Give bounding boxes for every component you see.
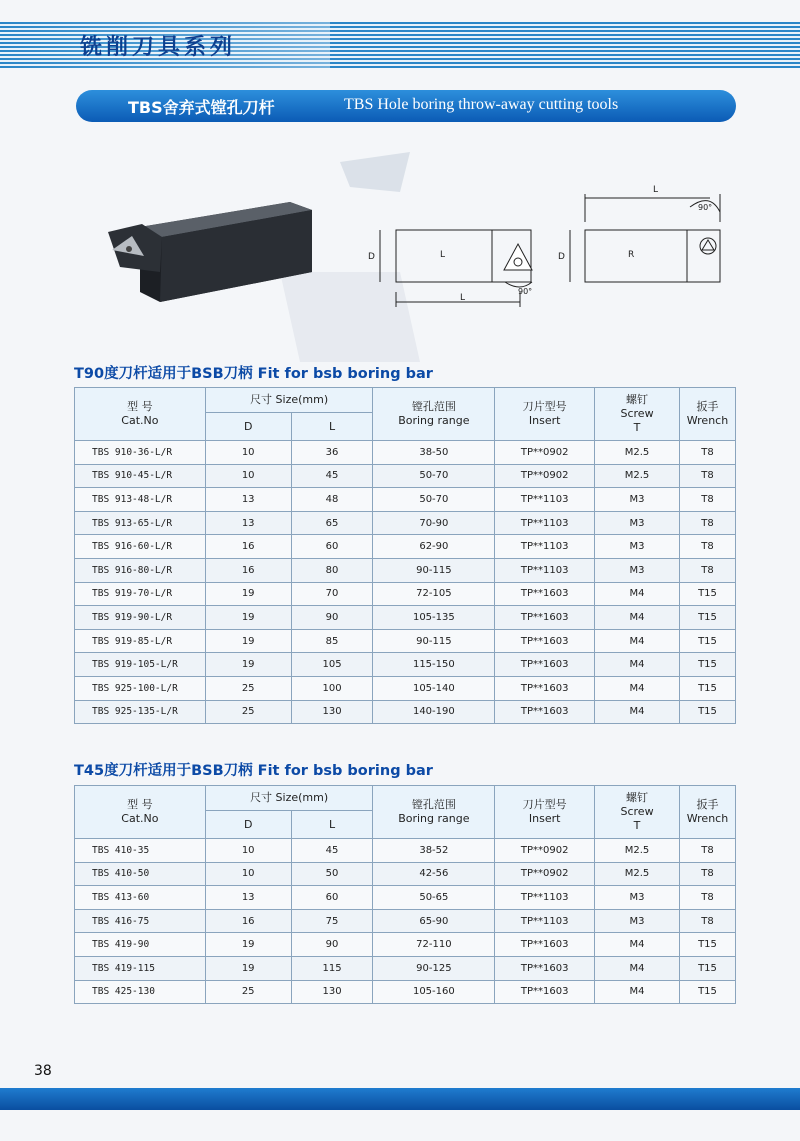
cell-screw: M4 bbox=[595, 980, 680, 1004]
cell-d: 19 bbox=[205, 653, 291, 677]
section-banner bbox=[76, 90, 736, 122]
cell-l: 48 bbox=[291, 488, 373, 512]
col-size: 尺寸 Size(mm) bbox=[205, 786, 373, 811]
cell-d: 19 bbox=[205, 606, 291, 630]
cell-d: 10 bbox=[205, 862, 291, 886]
t45-spec-table bbox=[74, 785, 736, 1004]
angle-right: 90° bbox=[698, 203, 713, 212]
table-row bbox=[75, 980, 736, 1004]
cell-wrench: T8 bbox=[679, 464, 735, 488]
cell-l: 50 bbox=[291, 862, 373, 886]
cell-l: 105 bbox=[291, 653, 373, 677]
dim-L-top: L bbox=[653, 185, 659, 195]
table-row bbox=[75, 839, 736, 863]
banner-cn-title: TBS舍弃式镗孔刀杆 bbox=[128, 98, 275, 117]
cell-boring-range: 62-90 bbox=[373, 535, 495, 559]
cell-l: 45 bbox=[291, 464, 373, 488]
col-wrench: 扳手 Wrench bbox=[679, 388, 735, 441]
table-row bbox=[75, 909, 736, 933]
cell-cat-no: TBS 410-35 bbox=[75, 839, 206, 863]
cell-boring-range: 105-135 bbox=[373, 606, 495, 630]
dim-R: R bbox=[628, 250, 635, 260]
cell-d: 13 bbox=[205, 511, 291, 535]
table-row bbox=[75, 933, 736, 957]
cell-wrench: T15 bbox=[679, 700, 735, 724]
cell-cat-no: TBS 413-60 bbox=[75, 886, 206, 910]
table-row bbox=[75, 511, 736, 535]
dim-L-bottom: L bbox=[460, 293, 466, 303]
cell-wrench: T8 bbox=[679, 488, 735, 512]
cell-insert: TP**1603 bbox=[495, 629, 595, 653]
cell-boring-range: 50-65 bbox=[373, 886, 495, 910]
cell-screw: M2.5 bbox=[595, 441, 680, 465]
cell-l: 90 bbox=[291, 933, 373, 957]
cell-d: 10 bbox=[205, 839, 291, 863]
table-row bbox=[75, 886, 736, 910]
cell-wrench: T8 bbox=[679, 558, 735, 582]
cell-insert: TP**1103 bbox=[495, 488, 595, 512]
cell-d: 16 bbox=[205, 535, 291, 559]
table-row bbox=[75, 582, 736, 606]
cell-l: 90 bbox=[291, 606, 373, 630]
cell-d: 25 bbox=[205, 980, 291, 1004]
table-row bbox=[75, 700, 736, 724]
cell-cat-no: TBS 910-45-L/R bbox=[75, 464, 206, 488]
cell-screw: M4 bbox=[595, 676, 680, 700]
cell-insert: TP**1603 bbox=[495, 980, 595, 1004]
col-cat: 型 号 Cat.No bbox=[75, 786, 206, 839]
cell-screw: M3 bbox=[595, 511, 680, 535]
cell-boring-range: 38-52 bbox=[373, 839, 495, 863]
table-row bbox=[75, 956, 736, 980]
cell-insert: TP**1103 bbox=[495, 535, 595, 559]
cell-cat-no: TBS 919-90-L/R bbox=[75, 606, 206, 630]
cell-screw: M3 bbox=[595, 886, 680, 910]
cell-d: 19 bbox=[205, 582, 291, 606]
col-l: L bbox=[291, 413, 373, 441]
cell-boring-range: 70-90 bbox=[373, 511, 495, 535]
cell-screw: M3 bbox=[595, 488, 680, 512]
cell-cat-no: TBS 416-75 bbox=[75, 909, 206, 933]
cell-cat-no: TBS 916-80-L/R bbox=[75, 558, 206, 582]
footer-band bbox=[0, 1088, 800, 1110]
cell-insert: TP**1103 bbox=[495, 909, 595, 933]
cell-l: 80 bbox=[291, 558, 373, 582]
t90-spec-table bbox=[74, 387, 736, 724]
cell-d: 16 bbox=[205, 909, 291, 933]
cell-d: 25 bbox=[205, 676, 291, 700]
cell-boring-range: 65-90 bbox=[373, 909, 495, 933]
cell-boring-range: 90-115 bbox=[373, 629, 495, 653]
cell-wrench: T8 bbox=[679, 839, 735, 863]
table-row bbox=[75, 464, 736, 488]
table-row bbox=[75, 488, 736, 512]
table-row bbox=[75, 676, 736, 700]
col-d: D bbox=[205, 413, 291, 441]
cell-cat-no: TBS 925-100-L/R bbox=[75, 676, 206, 700]
cell-insert: TP**1603 bbox=[495, 933, 595, 957]
cell-cat-no: TBS 913-65-L/R bbox=[75, 511, 206, 535]
col-insert: 刀片型号 Insert bbox=[495, 786, 595, 839]
cell-screw: M3 bbox=[595, 535, 680, 559]
cell-insert: TP**1603 bbox=[495, 676, 595, 700]
cell-insert: TP**0902 bbox=[495, 464, 595, 488]
cell-wrench: T15 bbox=[679, 676, 735, 700]
cell-boring-range: 90-125 bbox=[373, 956, 495, 980]
cell-l: 130 bbox=[291, 980, 373, 1004]
banner-en-title: TBS Hole boring throw-away cutting tools bbox=[344, 96, 619, 113]
table-row bbox=[75, 653, 736, 677]
header-title-block bbox=[0, 22, 330, 68]
cell-l: 85 bbox=[291, 629, 373, 653]
cell-cat-no: TBS 925-135-L/R bbox=[75, 700, 206, 724]
col-range: 镗孔范围 Boring range bbox=[373, 388, 495, 441]
cell-l: 60 bbox=[291, 886, 373, 910]
cell-wrench: T8 bbox=[679, 535, 735, 559]
cell-boring-range: 140-190 bbox=[373, 700, 495, 724]
cell-cat-no: TBS 910-36-L/R bbox=[75, 441, 206, 465]
cell-screw: M2.5 bbox=[595, 839, 680, 863]
cell-l: 115 bbox=[291, 956, 373, 980]
cell-cat-no: TBS 425-130 bbox=[75, 980, 206, 1004]
cell-wrench: T15 bbox=[679, 933, 735, 957]
cell-cat-no: TBS 419-90 bbox=[75, 933, 206, 957]
cell-l: 36 bbox=[291, 441, 373, 465]
col-d: D bbox=[205, 811, 291, 839]
cell-wrench: T15 bbox=[679, 653, 735, 677]
cell-wrench: T15 bbox=[679, 606, 735, 630]
table-row bbox=[75, 862, 736, 886]
cell-insert: TP**1603 bbox=[495, 700, 595, 724]
cell-screw: M3 bbox=[595, 558, 680, 582]
table-row bbox=[75, 558, 736, 582]
cell-wrench: T8 bbox=[679, 511, 735, 535]
col-screw: 螺钉 Screw T bbox=[595, 786, 680, 839]
cell-d: 13 bbox=[205, 886, 291, 910]
cell-cat-no: TBS 919-70-L/R bbox=[75, 582, 206, 606]
cell-wrench: T8 bbox=[679, 862, 735, 886]
cell-wrench: T15 bbox=[679, 629, 735, 653]
table-row bbox=[75, 441, 736, 465]
cell-screw: M2.5 bbox=[595, 464, 680, 488]
cell-boring-range: 115-150 bbox=[373, 653, 495, 677]
cell-boring-range: 105-160 bbox=[373, 980, 495, 1004]
cell-cat-no: TBS 916-60-L/R bbox=[75, 535, 206, 559]
cell-boring-range: 72-110 bbox=[373, 933, 495, 957]
cell-screw: M4 bbox=[595, 582, 680, 606]
cell-cat-no: TBS 919-105-L/R bbox=[75, 653, 206, 677]
cell-d: 10 bbox=[205, 441, 291, 465]
cell-insert: TP**1103 bbox=[495, 558, 595, 582]
t90-section-title: T90度刀杆适用于BSB刀柄 Fit for bsb boring bar bbox=[74, 366, 433, 382]
cell-insert: TP**0902 bbox=[495, 839, 595, 863]
cell-boring-range: 72-105 bbox=[373, 582, 495, 606]
cell-insert: TP**1603 bbox=[495, 582, 595, 606]
tool-illustration bbox=[80, 132, 740, 362]
cell-l: 100 bbox=[291, 676, 373, 700]
cell-wrench: T15 bbox=[679, 956, 735, 980]
cell-d: 19 bbox=[205, 956, 291, 980]
cell-d: 25 bbox=[205, 700, 291, 724]
cell-l: 75 bbox=[291, 909, 373, 933]
cell-cat-no: TBS 919-85-L/R bbox=[75, 629, 206, 653]
boring-bar-photo bbox=[108, 202, 312, 302]
cell-wrench: T15 bbox=[679, 582, 735, 606]
cell-cat-no: TBS 913-48-L/R bbox=[75, 488, 206, 512]
table-row bbox=[75, 535, 736, 559]
table-row bbox=[75, 606, 736, 630]
cell-d: 16 bbox=[205, 558, 291, 582]
dim-D-left: D bbox=[368, 252, 375, 262]
col-cat: 型 号 Cat.No bbox=[75, 388, 206, 441]
table-row bbox=[75, 629, 736, 653]
cell-screw: M4 bbox=[595, 629, 680, 653]
cell-screw: M4 bbox=[595, 956, 680, 980]
cell-screw: M4 bbox=[595, 653, 680, 677]
cell-boring-range: 105-140 bbox=[373, 676, 495, 700]
cell-cat-no: TBS 410-50 bbox=[75, 862, 206, 886]
cell-insert: TP**1603 bbox=[495, 956, 595, 980]
cell-insert: TP**1603 bbox=[495, 653, 595, 677]
cell-insert: TP**0902 bbox=[495, 441, 595, 465]
cell-cat-no: TBS 419-115 bbox=[75, 956, 206, 980]
cell-d: 13 bbox=[205, 488, 291, 512]
page-number: 38 bbox=[34, 1063, 52, 1079]
cell-insert: TP**0902 bbox=[495, 862, 595, 886]
cell-insert: TP**1103 bbox=[495, 511, 595, 535]
cell-l: 60 bbox=[291, 535, 373, 559]
cell-insert: TP**1603 bbox=[495, 606, 595, 630]
cell-boring-range: 90-115 bbox=[373, 558, 495, 582]
cell-screw: M4 bbox=[595, 700, 680, 724]
dim-L-inner: L bbox=[440, 250, 446, 260]
cell-wrench: T8 bbox=[679, 886, 735, 910]
cell-boring-range: 50-70 bbox=[373, 488, 495, 512]
col-screw: 螺钉 Screw T bbox=[595, 388, 680, 441]
col-wrench: 扳手 Wrench bbox=[679, 786, 735, 839]
series-title: 铣削刀具系列 bbox=[80, 34, 237, 60]
col-range: 镗孔范围 Boring range bbox=[373, 786, 495, 839]
cell-l: 130 bbox=[291, 700, 373, 724]
angle-left: 90° bbox=[518, 287, 533, 296]
cell-boring-range: 38-50 bbox=[373, 441, 495, 465]
col-l: L bbox=[291, 811, 373, 839]
cell-d: 19 bbox=[205, 629, 291, 653]
t45-section-title: T45度刀杆适用于BSB刀柄 Fit for bsb boring bar bbox=[74, 763, 433, 779]
col-size: 尺寸 Size(mm) bbox=[205, 388, 373, 413]
cell-screw: M2.5 bbox=[595, 862, 680, 886]
cell-d: 10 bbox=[205, 464, 291, 488]
cell-insert: TP**1103 bbox=[495, 886, 595, 910]
t90-table-body bbox=[75, 441, 736, 724]
cell-screw: M3 bbox=[595, 909, 680, 933]
cell-boring-range: 42-56 bbox=[373, 862, 495, 886]
bg-decoration bbox=[280, 272, 420, 362]
col-insert: 刀片型号 Insert bbox=[495, 388, 595, 441]
cell-d: 19 bbox=[205, 933, 291, 957]
dim-D-right: D bbox=[558, 252, 565, 262]
cell-l: 45 bbox=[291, 839, 373, 863]
cell-screw: M4 bbox=[595, 933, 680, 957]
cell-wrench: T15 bbox=[679, 980, 735, 1004]
cell-boring-range: 50-70 bbox=[373, 464, 495, 488]
cell-screw: M4 bbox=[595, 606, 680, 630]
cell-wrench: T8 bbox=[679, 441, 735, 465]
cell-l: 70 bbox=[291, 582, 373, 606]
cell-l: 65 bbox=[291, 511, 373, 535]
t45-table-body bbox=[75, 839, 736, 1004]
cell-wrench: T8 bbox=[679, 909, 735, 933]
